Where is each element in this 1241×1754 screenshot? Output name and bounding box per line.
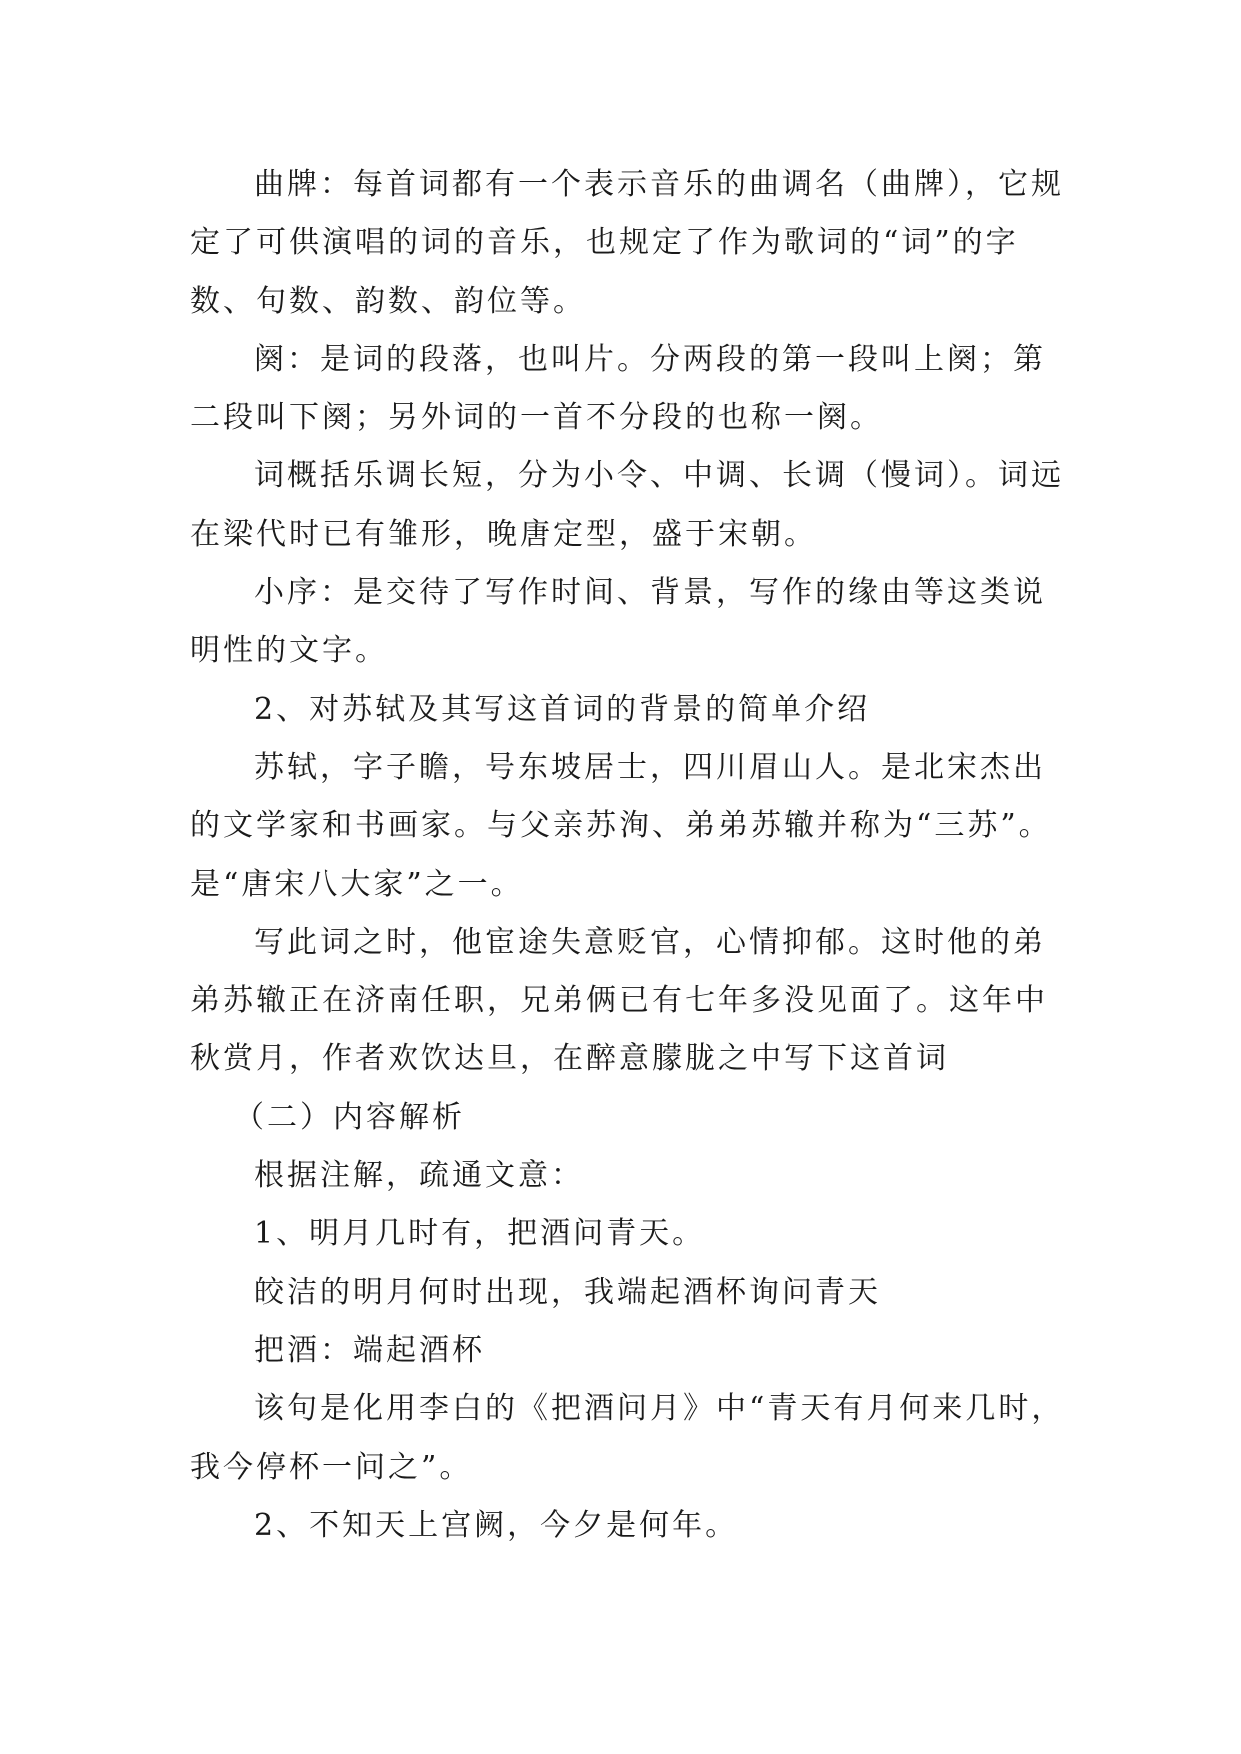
document-body xyxy=(190,156,1070,1555)
verse-line-1-annotation: 把酒：端起酒杯 xyxy=(254,1332,485,1368)
verse-line-1-translation: 皎洁的明月何时出现，我端起酒杯询问青天 xyxy=(254,1274,881,1310)
paragraph-writing-background: 写此词之时，他宦途失意贬官，心情抑郁。这时他的弟弟苏辙正在济南任职，兄弟俩已有七年多没见面了。这年中秋赏月，作者欢饮达旦，在醉意朦胧之中写下这首词 xyxy=(190,924,1048,1077)
heading-su-shi-background: 2、对苏轼及其写这首词的背景的简单介绍 xyxy=(254,691,871,727)
paragraph-annotation-intro: 根据注解，疏通文意： xyxy=(254,1158,584,1194)
verse-line-2: 2、不知天上宫阙，今夕是何年。 xyxy=(254,1507,739,1543)
verse-line-1: 1、明月几时有，把酒问青天。 xyxy=(254,1216,706,1252)
paragraph-ci-overview: 词概括乐调长短，分为小令、中调、长调（慢词）。词远在梁代时已有雏形，晚唐定型，盛于宋朝。 xyxy=(190,458,1064,552)
paragraph-su-shi-intro: 苏轼，字子瞻，号东坡居士，四川眉山人。是北宋杰出的文学家和书画家。与父亲苏洵、弟弟苏辙并称为“三苏”。是“唐宋八大家”之一。 xyxy=(190,749,1052,902)
heading-content-analysis: （二）内容解析 xyxy=(234,1099,465,1135)
verse-line-1-allusion: 该句是化用李白的《把酒问月》中“青天有月何来几时，我今停杯一问之”。 xyxy=(190,1391,1065,1485)
paragraph-qupai: 曲牌：每首词都有一个表示音乐的曲调名（曲牌），它规定了可供演唱的词的音乐，也规定了作为歌词的“词”的字数、句数、韵数、韵位等。 xyxy=(190,167,1064,319)
paragraph-xiaoxu: 小序：是交待了写作时间、背景，写作的缘由等这类说明性的文字。 xyxy=(190,575,1046,669)
paragraph-que: 阕：是词的段落，也叫片。分两段的第一段叫上阕；第二段叫下阕；另外词的一首不分段的也称一阕。 xyxy=(190,341,1046,436)
